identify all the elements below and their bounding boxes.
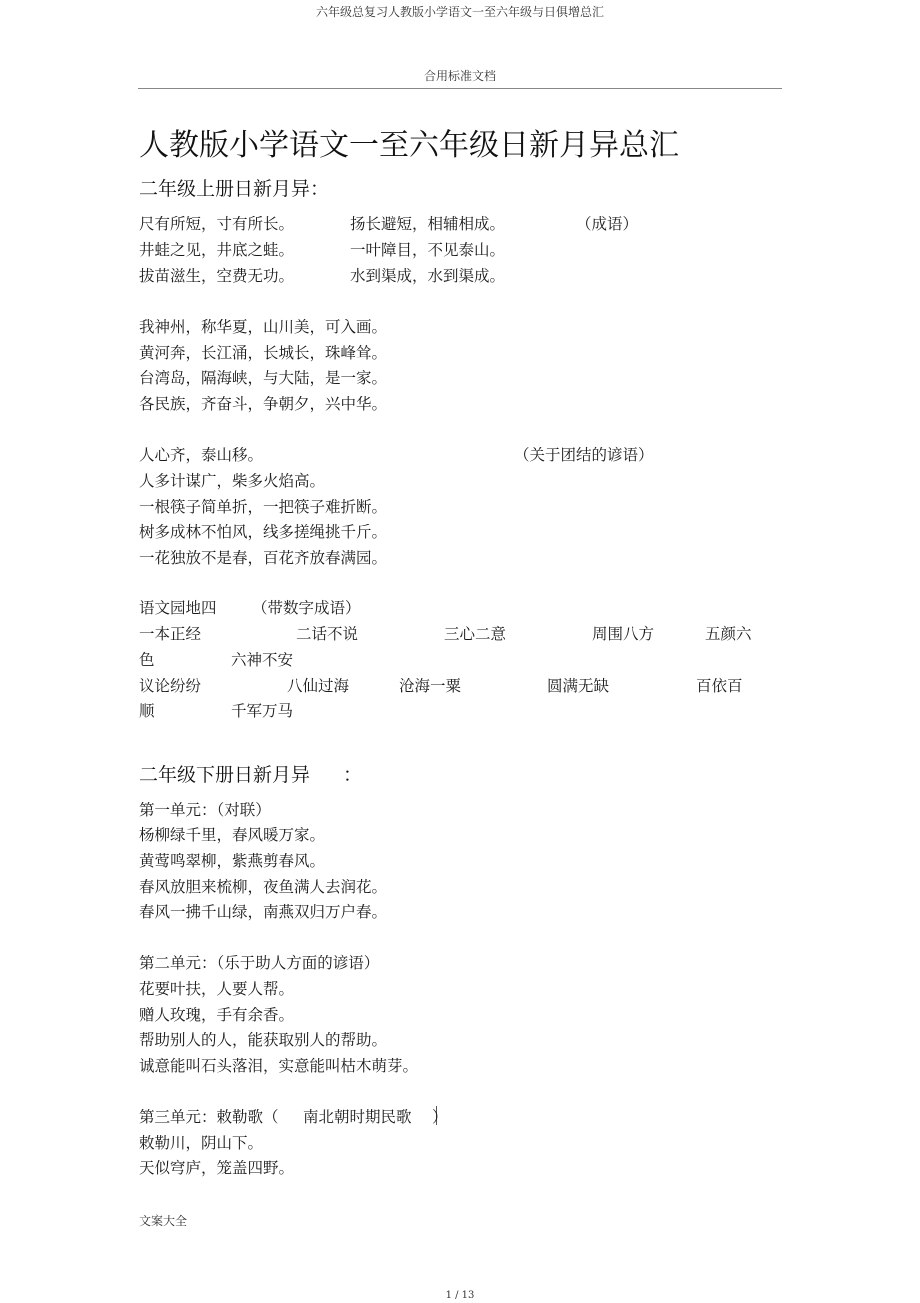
unit-title-close: ）: [432, 1108, 448, 1126]
idiom-note: （成语）: [576, 215, 639, 233]
poem-line: 台湾岛，隔海峡，与大陆，是一家。: [139, 369, 388, 387]
unit-title: 第一单元：（对联）: [139, 801, 271, 819]
poem-line: 天似穹庐，笼盖四野。: [139, 1159, 295, 1177]
section-heading-grade2-up: 二年级上册日新月异：: [139, 178, 330, 200]
footer-label: 文案大全: [139, 1214, 188, 1228]
garden-idiom: 千军万马: [231, 702, 294, 720]
couplet-line: 春风一拂千山绿，南燕双归万户春。: [139, 903, 388, 921]
garden-title: 语文园地四: [139, 599, 217, 617]
proverb-note: （关于团结的谚语）: [514, 446, 654, 464]
garden-idiom: 五颜六: [705, 625, 752, 643]
section-heading-grade2-down: 二年级下册日新月异: [139, 764, 311, 786]
page-title: 人教版小学语文一至六年级日新月异总汇: [139, 128, 679, 163]
idiom-line: 水到渠成，水到渠成。: [350, 267, 506, 285]
poem-line: 敕勒川，阴山下。: [139, 1134, 264, 1152]
document-top-title: 六年级总复习人教版小学语文一至六年级与日俱增总汇: [315, 5, 604, 19]
couplet-line: 杨柳绿千里，春风暖万家。: [139, 826, 326, 844]
couplet-line: 黄莺鸣翠柳，紫燕剪春风。: [139, 852, 326, 870]
garden-idiom: 议论纷纷: [139, 677, 202, 695]
garden-idiom: 六神不安: [231, 651, 294, 669]
section-heading-colon: ：: [343, 764, 363, 786]
proverb-line: 诚意能叫石头落泪，实意能叫枯木萌芽。: [139, 1057, 419, 1075]
garden-idiom: 三心二意: [444, 625, 507, 643]
proverb-line: 人多计谋广，柴多火焰高。: [139, 472, 326, 490]
unit-title: 第二单元：（乐于助人方面的谚语）: [139, 954, 380, 972]
idiom-line: 井蛙之见，井底之蛙。: [139, 241, 295, 259]
garden-idiom: 百依百: [696, 677, 743, 695]
header-divider: [138, 88, 782, 89]
header-label: 合用标准文档: [423, 69, 496, 83]
garden-idiom: 顺: [139, 702, 155, 720]
garden-idiom: 周围八方: [592, 625, 655, 643]
proverb-line: 帮助别人的人，能获取别人的帮助。: [139, 1031, 388, 1049]
proverb-line: 一根筷子简单折，一把筷子难折断。: [139, 498, 388, 516]
unit-title: 第三单元：敕勒歌（: [139, 1108, 279, 1126]
unit-title-note: 南北朝时期民歌: [303, 1108, 412, 1126]
idiom-line: 扬长避短，相辅相成。: [350, 215, 506, 233]
idiom-line: 拔苗滋生，空费无功。: [139, 267, 295, 285]
garden-idiom: 沧海一粟: [399, 677, 462, 695]
garden-idiom: 圆满无缺: [547, 677, 610, 695]
poem-line: 各民族，齐奋斗，争朝夕，兴中华。: [139, 395, 388, 413]
proverb-line: 花要叶扶，人要人帮。: [139, 980, 295, 998]
proverb-line: 赠人玫瑰，手有余香。: [139, 1006, 295, 1024]
idiom-line: 尺有所短，寸有所长。: [139, 215, 295, 233]
couplet-line: 春风放胆来梳柳，夜鱼满人去润花。: [139, 878, 388, 896]
garden-idiom: 二话不说: [296, 625, 359, 643]
poem-line: 黄河奔，长江涌，长城长，珠峰耸。: [139, 344, 388, 362]
idiom-line: 一叶障目，不见泰山。: [350, 241, 506, 259]
page-number: 1 / 13: [445, 1290, 475, 1301]
garden-idiom: 八仙过海: [287, 677, 350, 695]
proverb-line: 人心齐，泰山移。: [139, 446, 264, 464]
garden-idiom: 一本正经: [139, 625, 202, 643]
proverb-line: 树多成林不怕风，线多搓绳挑千斤。: [139, 523, 388, 541]
garden-idiom: 色: [139, 651, 155, 669]
poem-line: 我神州，称华夏，山川美，可入画。: [139, 318, 388, 336]
garden-note: （带数字成语）: [252, 599, 361, 617]
proverb-line: 一花独放不是春，百花齐放春满园。: [139, 549, 388, 567]
